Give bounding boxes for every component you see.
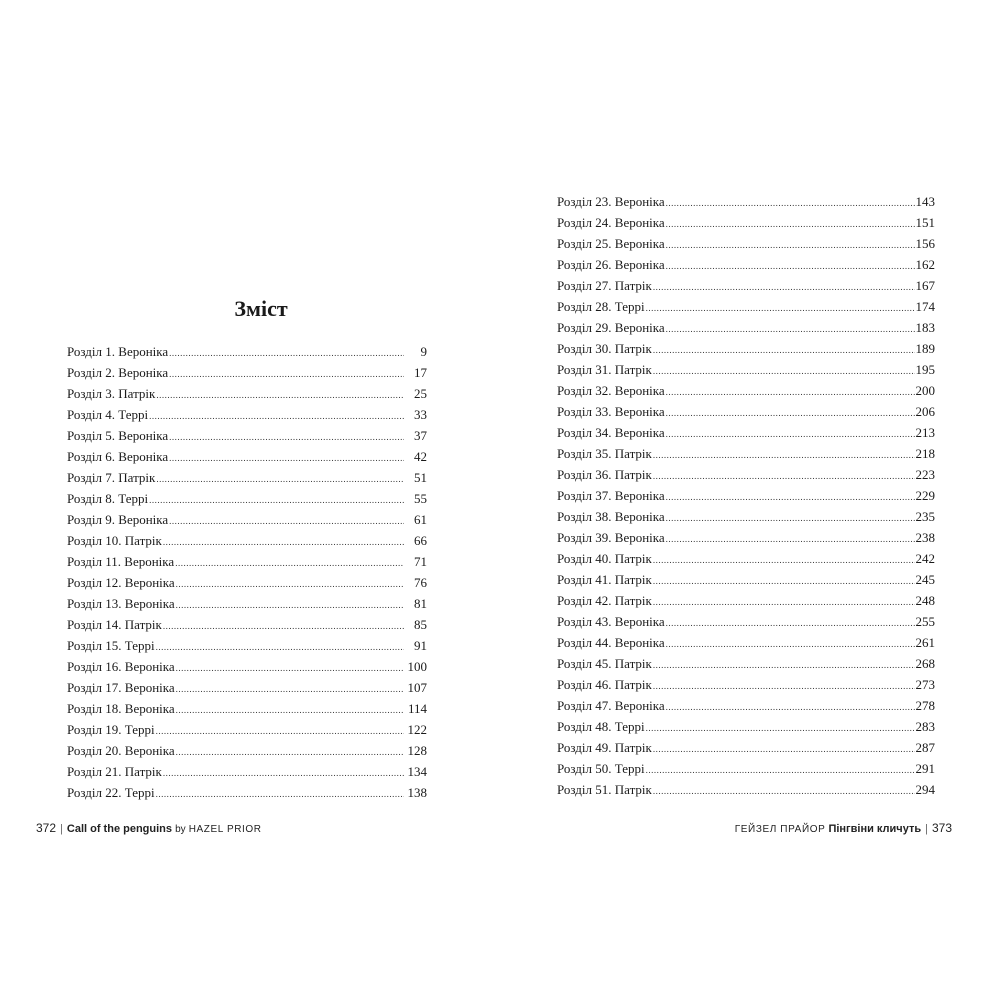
toc-entry-page: 189: [915, 341, 935, 356]
toc-dot-leader: [646, 760, 915, 781]
toc-dot-leader: [149, 406, 404, 427]
toc-entry: [67, 383, 427, 404]
toc-entry: [67, 446, 427, 467]
toc-entry-label: Розділ 18. Вероніка: [67, 701, 175, 716]
toc-dot-leader: [666, 529, 915, 550]
toc-entry-page: 114: [407, 701, 427, 716]
toc-entry: [557, 380, 935, 401]
toc-entry-page: 100: [407, 659, 427, 674]
footer-by: by: [175, 824, 186, 835]
toc-entry-label: Розділ 23. Вероніка: [557, 194, 665, 209]
toc-entry-label: Розділ 1. Вероніка: [67, 344, 169, 359]
toc-entry-page: 162: [915, 257, 935, 272]
toc-entry: [557, 443, 935, 464]
toc-entry-label: Розділ 5. Вероніка: [67, 428, 169, 443]
toc-entry-label: Розділ 47. Вероніка: [557, 698, 665, 713]
toc-entry-page: 17: [414, 365, 427, 380]
toc-dot-leader: [176, 574, 404, 595]
toc-dot-leader: [666, 697, 915, 718]
toc-dot-leader: [653, 550, 915, 571]
toc-list-right: [557, 191, 935, 800]
toc-entry-label: Розділ 42. Патрік: [557, 593, 652, 608]
toc-entry-page: 134: [407, 764, 427, 779]
toc-entry-page: 42: [414, 449, 427, 464]
toc-entry-label: Розділ 35. Патрік: [557, 446, 652, 461]
toc-dot-leader: [169, 343, 404, 364]
toc-entry: [557, 758, 935, 779]
toc-entry: [67, 635, 427, 656]
toc-dot-leader: [666, 319, 915, 340]
footer-separator: |: [925, 823, 928, 835]
toc-entry: [67, 425, 427, 446]
toc-entry: [557, 359, 935, 380]
toc-dot-leader: [653, 277, 915, 298]
toc-entry-label: Розділ 20. Вероніка: [67, 743, 175, 758]
toc-dot-leader: [666, 382, 915, 403]
toc-entry-page: 294: [915, 782, 935, 797]
toc-entry-label: Розділ 24. Вероніка: [557, 215, 665, 230]
toc-entry-page: 9: [420, 344, 427, 359]
toc-entry: [557, 485, 935, 506]
toc-entry-page: 223: [915, 467, 935, 482]
toc-entry-label: Розділ 38. Вероніка: [557, 509, 665, 524]
toc-entry-page: 235: [915, 509, 935, 524]
toc-dot-leader: [169, 364, 404, 385]
toc-entry: [67, 341, 427, 362]
toc-entry: [67, 677, 427, 698]
page-number-left: 372: [36, 821, 57, 835]
toc-entry-label: Розділ 26. Вероніка: [557, 257, 665, 272]
toc-entry: [557, 254, 935, 275]
toc-entry: [557, 737, 935, 758]
toc-entry: [557, 569, 935, 590]
toc-entry-page: 138: [407, 785, 427, 800]
toc-entry: [67, 593, 427, 614]
footer-right: [735, 820, 952, 838]
toc-entry-label: Розділ 27. Патрік: [557, 278, 652, 293]
toc-entry-page: 287: [915, 740, 935, 755]
toc-entry: [557, 191, 935, 212]
toc-entry-page: 151: [915, 215, 935, 230]
toc-entry: [67, 530, 427, 551]
toc-entry: [67, 404, 427, 425]
toc-dot-leader: [653, 655, 915, 676]
toc-dot-leader: [646, 718, 915, 739]
toc-dot-leader: [149, 490, 404, 511]
toc-entry: [557, 506, 935, 527]
toc-entry: [67, 761, 427, 782]
toc-dot-leader: [169, 511, 404, 532]
toc-dot-leader: [646, 298, 915, 319]
toc-entry-label: Розділ 33. Вероніка: [557, 404, 665, 419]
toc-entry-label: Розділ 32. Вероніка: [557, 383, 665, 398]
toc-entry-label: Розділ 51. Патрік: [557, 782, 652, 797]
toc-entry-page: 255: [915, 614, 935, 629]
toc-dot-leader: [176, 679, 404, 700]
toc-entry-page: 91: [414, 638, 427, 653]
toc-entry-label: Розділ 22. Террі: [67, 785, 155, 800]
toc-dot-leader: [653, 592, 915, 613]
toc-entry: [67, 740, 427, 761]
toc-entry-label: Розділ 40. Патрік: [557, 551, 652, 566]
toc-dot-leader: [156, 385, 404, 406]
toc-entry: [557, 401, 935, 422]
toc-entry-label: Розділ 9. Вероніка: [67, 512, 169, 527]
toc-entry-label: Розділ 37. Вероніка: [557, 488, 665, 503]
toc-entry: [557, 275, 935, 296]
toc-dot-leader: [653, 445, 915, 466]
toc-dot-leader: [666, 487, 915, 508]
toc-entry: [557, 527, 935, 548]
toc-dot-leader: [666, 424, 915, 445]
toc-entry-label: Розділ 31. Патрік: [557, 362, 652, 377]
toc-entry: [67, 509, 427, 530]
toc-entry-label: Розділ 21. Патрік: [67, 764, 162, 779]
toc-entry-label: Розділ 15. Террі: [67, 638, 155, 653]
right-page: [500, 0, 1000, 1000]
toc-entry: [557, 233, 935, 254]
toc-entry-page: 61: [414, 512, 427, 527]
toc-entry: [557, 674, 935, 695]
toc-dot-leader: [169, 427, 404, 448]
toc-entry-page: 268: [915, 656, 935, 671]
toc-entry-page: 206: [915, 404, 935, 419]
toc-entry-label: Розділ 6. Вероніка: [67, 449, 169, 464]
toc-entry-page: 242: [915, 551, 935, 566]
toc-entry: [557, 338, 935, 359]
toc-entry-page: 238: [915, 530, 935, 545]
toc-dot-leader: [163, 763, 404, 784]
footer-separator: |: [60, 823, 63, 835]
toc-entry-page: 85: [414, 617, 427, 632]
toc-entry-label: Розділ 49. Патрік: [557, 740, 652, 755]
toc-entry-page: 25: [414, 386, 427, 401]
toc-entry-page: 200: [915, 383, 935, 398]
toc-entry-label: Розділ 30. Патрік: [557, 341, 652, 356]
toc-title: Зміст: [234, 296, 288, 321]
toc-entry-label: Розділ 7. Патрік: [67, 470, 156, 485]
toc-dot-leader: [666, 508, 915, 529]
toc-dot-leader: [176, 742, 404, 763]
toc-entry: [557, 422, 935, 443]
toc-entry-label: Розділ 14. Патрік: [67, 617, 162, 632]
footer-left: [36, 820, 262, 838]
toc-entry-label: Розділ 3. Патрік: [67, 386, 156, 401]
toc-entry-page: 218: [915, 446, 935, 461]
toc-entry-page: 156: [915, 236, 935, 251]
toc-dot-leader: [653, 340, 915, 361]
toc-entry-page: 107: [407, 680, 427, 695]
toc-entry-page: 71: [414, 554, 427, 569]
toc-entry: [557, 695, 935, 716]
footer-author: ГЕЙЗЕЛ ПРАЙОР: [734, 824, 826, 835]
footer-book-title: Call of the penguins: [66, 823, 173, 835]
toc-entry-page: 183: [915, 320, 935, 335]
toc-entry: [67, 656, 427, 677]
toc-entry-page: 55: [414, 491, 427, 506]
toc-dot-leader: [156, 469, 404, 490]
toc-entry-page: 76: [414, 575, 427, 590]
toc-entry: [67, 362, 427, 383]
toc-entry-page: 248: [915, 593, 935, 608]
toc-dot-leader: [666, 613, 915, 634]
toc-entry-page: 81: [414, 596, 427, 611]
toc-dot-leader: [653, 466, 915, 487]
toc-dot-leader: [176, 658, 404, 679]
toc-entry: [67, 782, 427, 803]
toc-entry: [557, 317, 935, 338]
toc-entry: [557, 296, 935, 317]
footer-author: HAZEL PRIOR: [188, 824, 262, 835]
toc-entry-label: Розділ 41. Патрік: [557, 572, 652, 587]
toc-entry-page: 195: [915, 362, 935, 377]
footer-book-title: Пінгвіни кличуть: [828, 823, 922, 835]
toc-entry-label: Розділ 19. Террі: [67, 722, 155, 737]
toc-entry-label: Розділ 10. Патрік: [67, 533, 162, 548]
toc-entry-label: Розділ 13. Вероніка: [67, 596, 175, 611]
toc-entry-label: Розділ 39. Вероніка: [557, 530, 665, 545]
toc-entry-page: 66: [414, 533, 427, 548]
toc-dot-leader: [175, 553, 404, 574]
toc-entry-page: 213: [915, 425, 935, 440]
toc-dot-leader: [156, 637, 404, 658]
toc-entry-page: 174: [915, 299, 935, 314]
toc-entry-page: 167: [915, 278, 935, 293]
toc-entry-page: 143: [915, 194, 935, 209]
toc-entry-page: 283: [915, 719, 935, 734]
toc-entry-label: Розділ 17. Вероніка: [67, 680, 175, 695]
toc-entry-page: 245: [915, 572, 935, 587]
toc-entry-label: Розділ 50. Террі: [557, 761, 645, 776]
toc-entry: [67, 698, 427, 719]
toc-dot-leader: [156, 784, 404, 805]
toc-entry: [557, 464, 935, 485]
toc-entry-label: Розділ 8. Террі: [67, 491, 149, 506]
toc-dot-leader: [169, 448, 404, 469]
toc-entry: [557, 212, 935, 233]
toc-entry-label: Розділ 16. Вероніка: [67, 659, 175, 674]
toc-entry: [557, 716, 935, 737]
toc-entry-page: 291: [915, 761, 935, 776]
toc-entry-page: 273: [915, 677, 935, 692]
toc-dot-leader: [653, 739, 915, 760]
toc-entry-label: Розділ 29. Вероніка: [557, 320, 665, 335]
toc-entry-page: 37: [414, 428, 427, 443]
toc-entry-label: Розділ 36. Патрік: [557, 467, 652, 482]
toc-entry-page: 51: [414, 470, 427, 485]
toc-entry-label: Розділ 2. Вероніка: [67, 365, 169, 380]
toc-dot-leader: [653, 781, 915, 802]
toc-entry-label: Розділ 28. Террі: [557, 299, 645, 314]
toc-entry-label: Розділ 43. Вероніка: [557, 614, 665, 629]
toc-entry-label: Розділ 4. Террі: [67, 407, 149, 422]
toc-entry-page: 229: [915, 488, 935, 503]
toc-dot-leader: [666, 256, 915, 277]
toc-entry-page: 261: [915, 635, 935, 650]
toc-dot-leader: [653, 361, 915, 382]
toc-entry-label: Розділ 44. Вероніка: [557, 635, 665, 650]
toc-entry: [557, 632, 935, 653]
toc-entry-label: Розділ 46. Патрік: [557, 677, 652, 692]
toc-entry: [557, 779, 935, 800]
toc-entry: [67, 719, 427, 740]
toc-entry-label: Розділ 11. Вероніка: [67, 554, 175, 569]
toc-entry: [67, 551, 427, 572]
toc-entry-page: 33: [414, 407, 427, 422]
toc-entry: [67, 572, 427, 593]
toc-dot-leader: [666, 634, 915, 655]
toc-entry: [557, 611, 935, 632]
toc-dot-leader: [176, 595, 404, 616]
toc-dot-leader: [163, 532, 404, 553]
toc-list-left: [67, 341, 427, 803]
toc-dot-leader: [156, 721, 404, 742]
toc-entry-label: Розділ 34. Вероніка: [557, 425, 665, 440]
toc-entry: [557, 590, 935, 611]
toc-entry-label: Розділ 48. Террі: [557, 719, 645, 734]
toc-dot-leader: [653, 676, 915, 697]
toc-dot-leader: [666, 214, 915, 235]
toc-entry-page: 122: [407, 722, 427, 737]
toc-entry: [67, 488, 427, 509]
toc-entry: [67, 614, 427, 635]
page-number-right: 373: [931, 821, 952, 835]
toc-entry-label: Розділ 45. Патрік: [557, 656, 652, 671]
toc-dot-leader: [666, 193, 915, 214]
toc-dot-leader: [163, 616, 404, 637]
toc-entry-page: 278: [915, 698, 935, 713]
toc-entry: [67, 467, 427, 488]
toc-entry-page: 128: [407, 743, 427, 758]
toc-entry: [557, 653, 935, 674]
toc-dot-leader: [176, 700, 404, 721]
toc-dot-leader: [666, 235, 915, 256]
toc-dot-leader: [666, 403, 915, 424]
toc-dot-leader: [653, 571, 915, 592]
toc-entry: [557, 548, 935, 569]
toc-entry-label: Розділ 12. Вероніка: [67, 575, 175, 590]
toc-entry-label: Розділ 25. Вероніка: [557, 236, 665, 251]
